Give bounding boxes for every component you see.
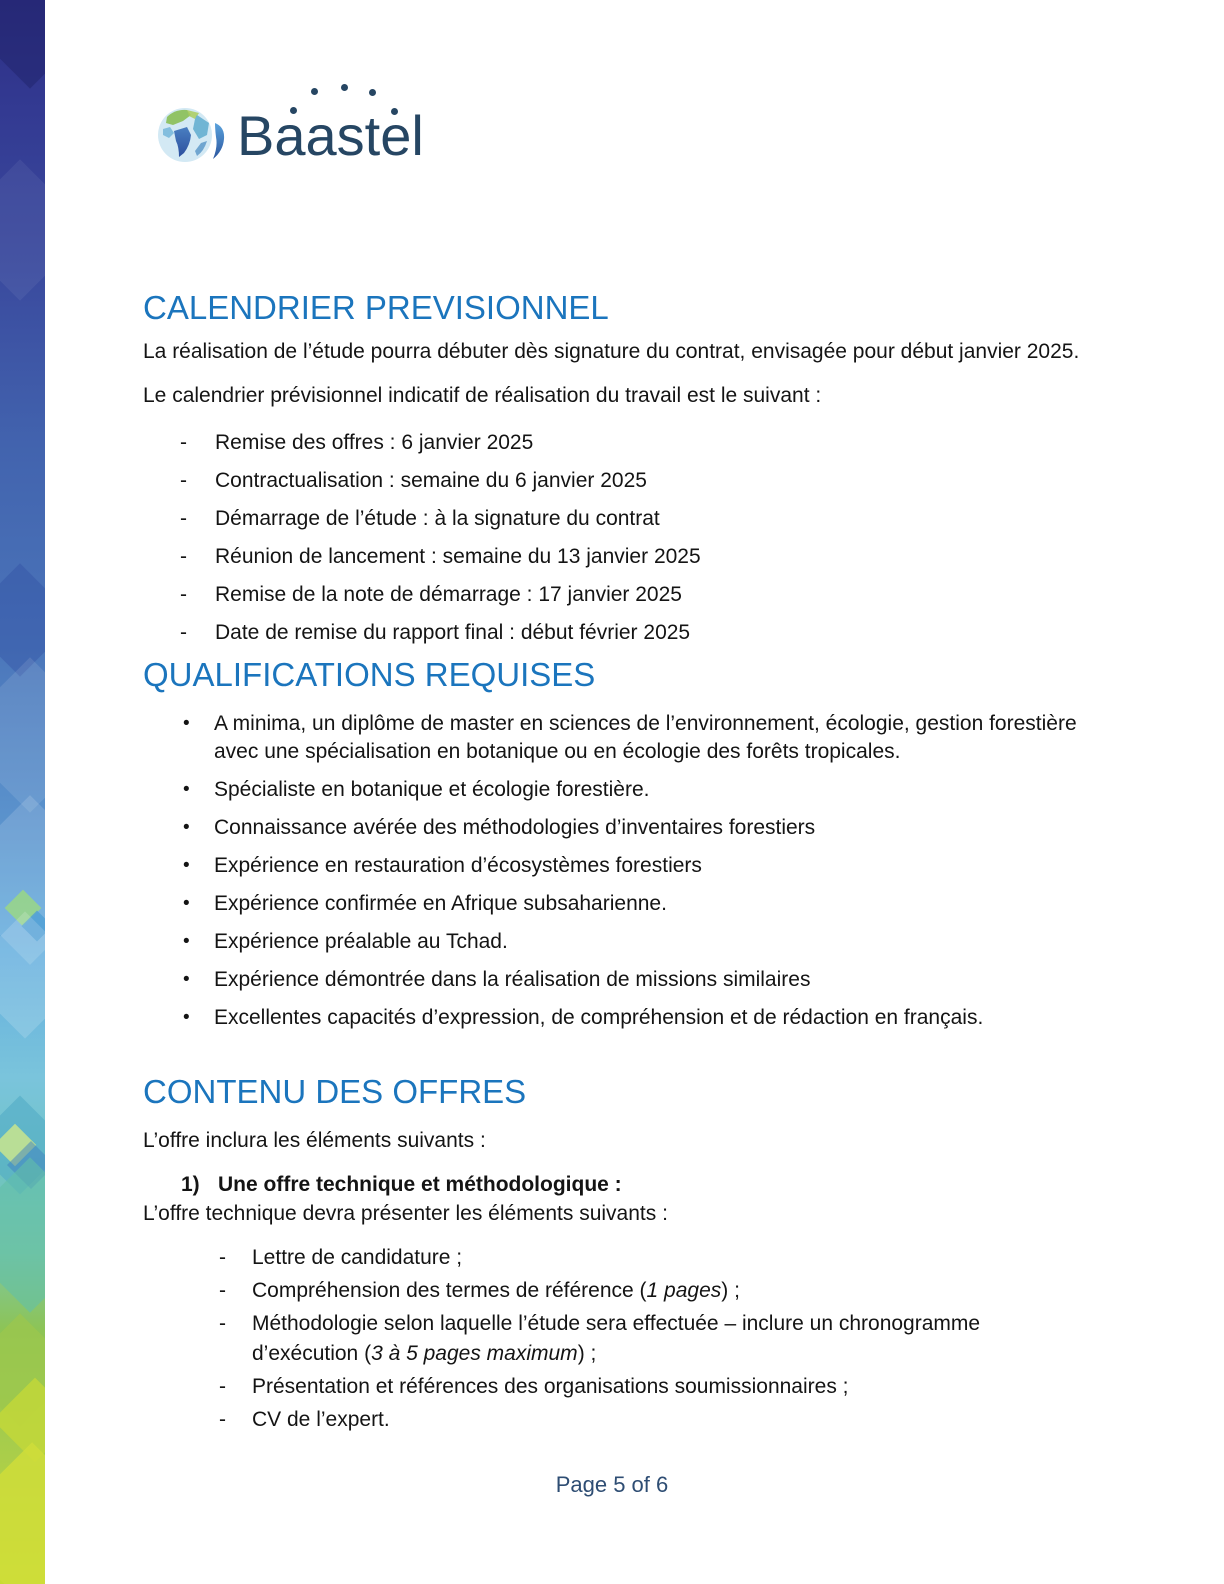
list-item xyxy=(143,890,1080,918)
list-item-text: Remise des offres : 6 janvier 2025 xyxy=(215,430,534,454)
list-item xyxy=(143,814,1080,842)
logo-dot xyxy=(311,88,318,95)
paragraph: L’offre inclura les éléments suivants : xyxy=(143,1128,486,1152)
bullet-marker: • xyxy=(183,892,190,914)
dash-marker: - xyxy=(180,620,187,644)
decorative-side-strip xyxy=(0,0,45,1584)
offre-technique-list xyxy=(143,1243,1080,1435)
bullet-marker: • xyxy=(183,968,190,990)
list-item-text: Connaissance avérée des méthodologies d’inventaires forestiers xyxy=(214,815,816,839)
paragraph: L’offre technique devra présenter les éléments suivants : xyxy=(143,1201,668,1225)
bullet-marker: • xyxy=(183,778,190,800)
list-item-text: Expérience démontrée dans la réalisation de missions similaires xyxy=(214,967,811,991)
list-item xyxy=(143,1309,1080,1369)
list-item xyxy=(143,1243,1080,1273)
dash-marker: - xyxy=(219,1311,226,1335)
dash-marker: - xyxy=(219,1278,226,1302)
list-item-text: Excellentes capacités d’expression, de compréhension et de rédaction en français. xyxy=(214,1005,984,1029)
bullet-marker: • xyxy=(183,930,190,952)
logo-dot xyxy=(369,89,376,96)
list-item-text: Démarrage de l’étude : à la signature du contrat xyxy=(215,506,660,530)
list-item xyxy=(143,505,1080,533)
list-item xyxy=(143,619,1080,647)
list-item xyxy=(143,543,1080,571)
list-item-text: Contractualisation : semaine du 6 janvier 2025 xyxy=(215,468,647,492)
dash-marker: - xyxy=(219,1407,226,1431)
qualifications-list xyxy=(143,710,1080,1032)
bullet-marker: • xyxy=(183,816,190,838)
dash-marker: - xyxy=(180,506,187,530)
list-item xyxy=(143,710,1080,766)
list-item-text: Lettre de candidature ; xyxy=(252,1245,463,1269)
list-item xyxy=(143,581,1080,609)
list-item-text: CV de l’expert. xyxy=(252,1407,390,1431)
list-item xyxy=(143,852,1080,880)
list-item-text: Spécialiste en botanique et écologie forestière. xyxy=(214,777,650,801)
paragraph: La réalisation de l’étude pourra débuter dès signature du contrat, envisagée pour début janvier 2025. xyxy=(143,339,1080,363)
list-item-text: Réunion de lancement : semaine du 13 janvier 2025 xyxy=(215,544,701,568)
list-item xyxy=(143,966,1080,994)
section-title-calendrier: CALENDRIER PREVISIONNEL xyxy=(143,289,609,326)
list-item-text: Expérience confirmée en Afrique subsaharienne. xyxy=(214,891,667,915)
list-item-text: Compréhension des termes de référence (1 pages) ; xyxy=(252,1278,740,1302)
list-item-text: Expérience préalable au Tchad. xyxy=(214,929,508,953)
list-item xyxy=(143,1004,1080,1032)
section-title-qualifications: QUALIFICATIONS REQUISES xyxy=(143,655,596,693)
bullet-marker: • xyxy=(183,854,190,876)
list-item xyxy=(143,928,1080,956)
list-item xyxy=(143,776,1080,804)
dash-marker: - xyxy=(180,544,187,568)
list-item-text: Expérience en restauration d’écosystèmes forestiers xyxy=(214,853,702,877)
list-item xyxy=(143,1276,1080,1306)
numbered-heading-number: 1) xyxy=(181,1172,200,1196)
section-title-contenu: CONTENU DES OFFRES xyxy=(143,1072,527,1110)
list-item-text: Présentation et références des organisations soumissionnaires ; xyxy=(252,1374,849,1398)
globe-icon xyxy=(157,101,231,169)
numbered-heading-label: Une offre technique et méthodologique : xyxy=(218,1172,622,1196)
dash-marker: - xyxy=(219,1374,226,1398)
list-item-text: A minima, un diplôme de master en sciences de l’environnement, écologie, gestion forestière avec une spécialisation en botanique ou en écologie des forêts tropicales. xyxy=(214,711,1077,763)
page-number: Page 5 of 6 xyxy=(555,1472,669,1497)
dash-marker: - xyxy=(180,430,187,454)
list-item xyxy=(143,467,1080,495)
bullet-marker: • xyxy=(183,1006,190,1028)
logo-dot xyxy=(341,84,348,91)
dash-marker: - xyxy=(219,1245,226,1269)
paragraph: Le calendrier prévisionnel indicatif de réalisation du travail est le suivant : xyxy=(143,383,822,407)
bullet-marker: • xyxy=(183,712,190,734)
numbered-heading xyxy=(143,1171,1080,1199)
document-page xyxy=(143,0,1080,1438)
logo-brand-text: Baastel xyxy=(237,104,424,167)
list-item xyxy=(143,1372,1080,1402)
list-item-text: Remise de la note de démarrage : 17 janvier 2025 xyxy=(215,582,682,606)
baastel-logo xyxy=(157,95,1080,177)
list-item-text: Méthodologie selon laquelle l’étude sera effectuée – inclure un chronogramme d’exécution (3 à 5 pages maximum) ; xyxy=(252,1311,981,1365)
calendrier-list xyxy=(143,429,1080,647)
list-item xyxy=(143,1405,1080,1435)
list-item-text: Date de remise du rapport final : début février 2025 xyxy=(215,620,691,644)
list-item xyxy=(143,429,1080,457)
dash-marker: - xyxy=(180,582,187,606)
dash-marker: - xyxy=(180,468,187,492)
